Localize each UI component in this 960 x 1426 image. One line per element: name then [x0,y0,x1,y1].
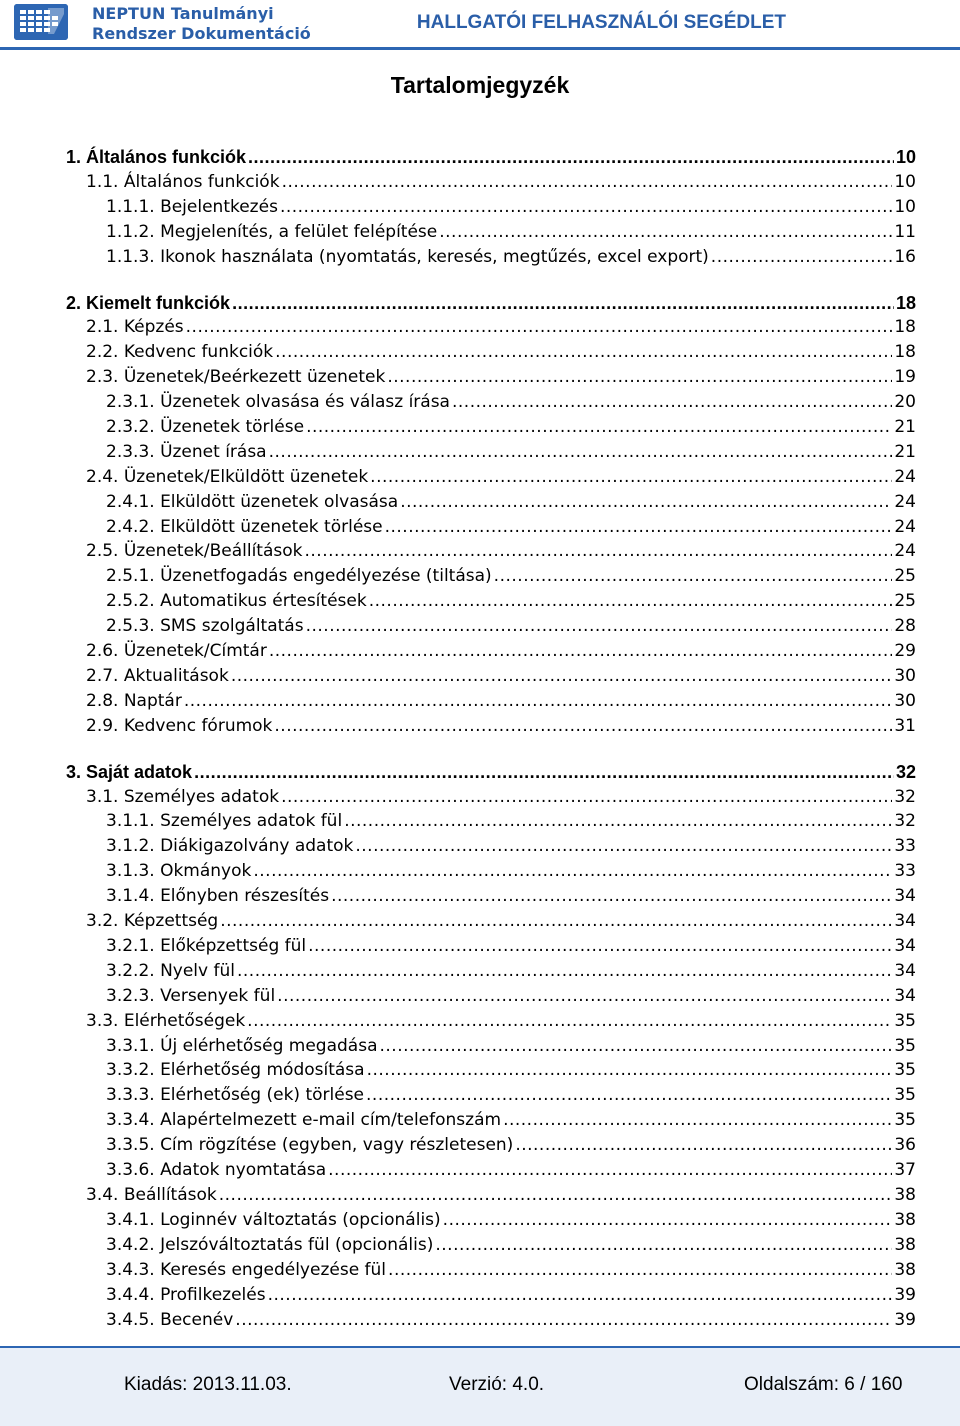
toc-entry-page: 24 [894,517,916,537]
toc-entry-page: 29 [894,641,916,661]
toc-dot-leader [269,441,893,463]
toc-dot-leader [385,516,893,538]
toc-dot-leader [282,171,893,193]
toc-dot-leader [248,146,894,168]
toc-entry-title: 1.1. Általános funkciók [86,172,280,192]
toc-entry-page: 37 [894,1160,916,1180]
toc-entry-title: 2.3.2. Üzenetek törlése [106,417,305,437]
toc-dot-leader [194,761,894,783]
toc-entry[interactable] [106,1309,916,1331]
toc-dot-leader [452,391,892,413]
toc-entry-title: 3.2.1. Előképzettség fül [106,936,307,956]
toc-entry-title: 3.1.1. Személyes adatok fül [106,811,343,831]
toc-dot-leader [328,1159,892,1181]
toc-entry-title: 3.1.4. Előnyben részesítés [106,886,330,906]
toc-entry-page: 33 [894,861,916,881]
toc-entry-page: 24 [894,541,916,561]
toc-dot-leader [494,565,893,587]
toc-entry-page: 39 [894,1310,916,1330]
toc-dot-leader [515,1134,892,1156]
toc-entry-title: 3.3.5. Cím rögzítése (egyben, vagy részletesen) [106,1135,514,1155]
toc-entry-title: 3.3.4. Alapértelmezett e-mail cím/telefonszám [106,1110,502,1130]
toc-entry[interactable] [86,640,916,662]
neptun-logo-icon [14,4,68,40]
toc-entry-title: 3.4.1. Loginnév változtatás (opcionális) [106,1210,441,1230]
footer-divider [0,1346,960,1348]
company-line-1: NEPTUN Tanulmányi [92,4,274,23]
page-title: Tartalomjegyzék [390,72,570,98]
toc-entry[interactable] [106,1209,916,1231]
toc-entry-page: 38 [894,1185,916,1205]
toc-dot-leader [186,316,893,338]
toc-entry-page: 11 [894,222,916,242]
toc-entry[interactable] [86,786,916,808]
toc-entry[interactable] [86,910,916,932]
toc-entry-title: 3.1.2. Diákigazolvány adatok [106,836,354,856]
toc-dot-leader [439,221,892,243]
toc-entry-title: 3.4.2. Jelszóváltoztatás fül (opcionális) [106,1235,434,1255]
toc-entry[interactable] [106,1109,916,1131]
toc-dot-leader [269,640,893,662]
toc-entry[interactable] [106,935,916,957]
toc-dot-leader [280,196,892,218]
toc-dot-leader [219,1184,893,1206]
toc-entry-page: 35 [894,1110,916,1130]
toc-dot-leader [253,860,892,882]
toc-entry[interactable] [106,885,916,907]
toc-entry-title: 3.3.2. Elérhetőség módosítása [106,1060,365,1080]
toc-dot-leader [247,1010,892,1032]
toc-entry[interactable] [106,1134,916,1156]
toc-entry-title: 3.4. Beállítások [86,1185,217,1205]
toc-entry-page: 34 [894,936,916,956]
toc-entry-page: 18 [894,342,916,362]
toc-entry-title: 2.1. Képzés [86,317,184,337]
toc-entry[interactable] [86,341,916,363]
toc-dot-leader [268,1284,893,1306]
toc-entry[interactable] [106,1259,916,1281]
toc-entry-title: 2.2. Kedvenc funkciók [86,342,274,362]
toc-entry-title: 2.8. Naptár [86,691,182,711]
toc-entry-title: 3.1. Személyes adatok [86,787,280,807]
toc-dot-leader [370,466,892,488]
toc-entry-title: 2.5.2. Automatikus értesítések [106,591,367,611]
toc-dot-leader [711,246,893,268]
toc-entry[interactable] [86,665,916,687]
toc-entry[interactable] [106,985,916,1007]
toc-entry-page: 32 [894,811,916,831]
toc-entry-page: 28 [894,616,916,636]
toc-entry[interactable] [106,1234,916,1256]
toc-entry-title: 3. Saját adatok [66,762,193,782]
toc-entry-page: 19 [894,367,916,387]
toc-entry[interactable] [106,416,916,438]
toc-entry-page: 34 [894,886,916,906]
toc-entry[interactable] [86,466,916,488]
toc-entry-title: 3.4.4. Profilkezelés [106,1285,266,1305]
toc-entry[interactable] [106,1159,916,1181]
toc-entry-title: 2.5.1. Üzenetfogadás engedélyezése (tiltása) [106,566,492,586]
toc-dot-leader [369,590,893,612]
toc-dot-leader [277,985,892,1007]
toc-entry-title: 1.1.2. Megjelenítés, a felület felépítése [106,222,438,242]
toc-entry-page: 31 [894,716,916,736]
toc-entry-title: 3.3. Elérhetőségek [86,1011,246,1031]
toc-entry-page: 35 [894,1036,916,1056]
footer-issue-date: Kiadás: 2013.11.03. [124,1374,292,1395]
footer-version: Verzió: 4.0. [449,1374,545,1395]
toc-entry-page: 30 [894,691,916,711]
toc-entry-title: 2.6. Üzenetek/Címtár [86,641,267,661]
toc-entry[interactable] [86,316,916,338]
toc-entry[interactable] [106,221,916,243]
toc-entry[interactable] [106,196,916,218]
toc-entry-title: 3.3.6. Adatok nyomtatása [106,1160,327,1180]
toc-entry[interactable] [106,960,916,982]
toc-entry-title: 2.5.3. SMS szolgáltatás [106,616,304,636]
toc-dot-leader [388,1259,892,1281]
toc-entry[interactable] [86,171,916,193]
toc-entry-title: 2.4.1. Elküldött üzenetek olvasása [106,492,399,512]
toc-entry[interactable] [66,761,916,783]
toc-dot-leader [503,1109,892,1131]
toc-entry[interactable] [106,810,916,832]
toc-entry[interactable] [106,1284,916,1306]
toc-entry[interactable] [106,615,916,637]
toc-dot-leader [237,960,892,982]
toc-dot-leader [355,835,892,857]
toc-entry-page: 38 [894,1210,916,1230]
page-header [0,0,960,48]
toc-entry-title: 1.1.1. Bejelentkezés [106,197,278,217]
toc-entry[interactable] [106,246,916,268]
toc-entry-page: 34 [894,961,916,981]
toc-entry[interactable] [106,391,916,413]
toc-dot-leader [331,885,892,907]
toc-dot-leader [367,1059,893,1081]
toc-entry-title: 2. Kiemelt funkciók [66,293,231,313]
toc-dot-leader [232,292,894,314]
toc-entry-page: 21 [894,417,916,437]
toc-entry[interactable] [106,860,916,882]
toc-dot-leader [380,1035,893,1057]
toc-entry[interactable] [106,1035,916,1057]
toc-entry[interactable] [66,292,916,314]
toc-entry[interactable] [106,516,916,538]
toc-dot-leader [220,910,892,932]
toc-entry[interactable] [106,590,916,612]
toc-dot-leader [275,341,892,363]
toc-entry-page: 24 [894,492,916,512]
header-divider [0,47,960,50]
toc-entry-page: 10 [894,172,916,192]
toc-entry-page: 35 [894,1011,916,1031]
toc-entry-page: 33 [894,836,916,856]
toc-entry-page: 18 [894,317,916,337]
toc-entry-title: 1. Általános funkciók [66,147,247,167]
toc-entry-page: 34 [894,911,916,931]
toc-entry-title: 2.3.3. Üzenet írása [106,442,267,462]
toc-entry-title: 2.4.2. Elküldött üzenetek törlése [106,517,383,537]
toc-entry-title: 3.4.3. Keresés engedélyezése fül [106,1260,387,1280]
toc-entry-page: 38 [894,1260,916,1280]
toc-entry-page: 16 [894,247,916,267]
toc-entry-page: 25 [894,566,916,586]
toc-entry[interactable] [86,1184,916,1206]
toc-dot-leader [184,690,893,712]
toc-entry[interactable] [86,690,916,712]
toc-entry-page: 35 [894,1060,916,1080]
toc-entry-title: 2.5. Üzenetek/Beállítások [86,541,303,561]
toc-dot-leader [308,935,892,957]
toc-entry-title: 3.2.2. Nyelv fül [106,961,235,981]
toc-entry-title: 2.9. Kedvenc fórumok [86,716,273,736]
toc-entry[interactable] [86,366,916,388]
toc-entry-title: 3.4.5. Becenév [106,1310,234,1330]
toc-entry-page: 25 [894,591,916,611]
toc-dot-leader [306,615,893,637]
toc-entry-page: 35 [894,1085,916,1105]
toc-entry-title: 3.1.3. Okmányok [106,861,252,881]
toc-entry[interactable] [86,1010,916,1032]
toc-dot-leader [366,1084,892,1106]
toc-entry-page: 32 [895,762,916,782]
toc-entry-page: 30 [894,666,916,686]
toc-dot-leader [305,540,893,562]
toc-entry[interactable] [66,146,916,168]
toc-entry-page: 21 [894,442,916,462]
toc-entry-title: 2.3.1. Üzenetek olvasása és válasz írása [106,392,450,412]
toc-entry-page: 36 [894,1135,916,1155]
toc-dot-leader [235,1309,892,1331]
toc-entry-title: 3.2. Képzettség [86,911,219,931]
toc-dot-leader [231,665,893,687]
toc-entry-page: 10 [895,147,916,167]
toc-dot-leader [344,810,892,832]
toc-dot-leader [306,416,892,438]
footer-page-number: Oldalszám: 6 / 160 [744,1374,903,1395]
toc-entry[interactable] [106,1084,916,1106]
toc-entry[interactable] [86,715,916,737]
toc-entry[interactable] [106,565,916,587]
toc-entry-page: 32 [894,787,916,807]
toc-entry-page: 20 [894,392,916,412]
toc-entry-title: 3.3.3. Elérhetőség (ek) törlése [106,1085,365,1105]
toc-entry-page: 34 [894,986,916,1006]
toc-dot-leader [443,1209,893,1231]
company-name [92,4,311,44]
toc-entry[interactable] [106,835,916,857]
toc-dot-leader [435,1234,892,1256]
toc-entry-page: 39 [894,1285,916,1305]
toc-entry-title: 2.4. Üzenetek/Elküldött üzenetek [86,467,369,487]
company-line-2: Rendszer Dokumentáció [92,24,311,43]
toc-dot-leader [387,366,892,388]
toc-entry-page: 18 [895,293,916,313]
toc-entry[interactable] [106,1059,916,1081]
toc-entry-title: 3.2.3. Versenyek fül [106,986,276,1006]
toc-entry-title: 2.3. Üzenetek/Beérkezett üzenetek [86,367,386,387]
toc-entry[interactable] [106,491,916,513]
toc-entry-title: 2.7. Aktualitások [86,666,229,686]
toc-dot-leader [400,491,892,513]
toc-dot-leader [281,786,892,808]
toc-entry-page: 38 [894,1235,916,1255]
toc-entry-page: 24 [894,467,916,487]
toc-entry-page: 10 [894,197,916,217]
toc-dot-leader [274,715,892,737]
document-title: HALLGATÓI FELHASZNÁLÓI SEGÉDLET [416,12,786,33]
toc-entry-title: 3.3.1. Új elérhetőség megadása [106,1036,378,1056]
toc-entry-title: 1.1.3. Ikonok használata (nyomtatás, keresés, megtűzés, excel export) [106,247,709,267]
toc-entry[interactable] [106,441,916,463]
toc-entry[interactable] [86,540,916,562]
